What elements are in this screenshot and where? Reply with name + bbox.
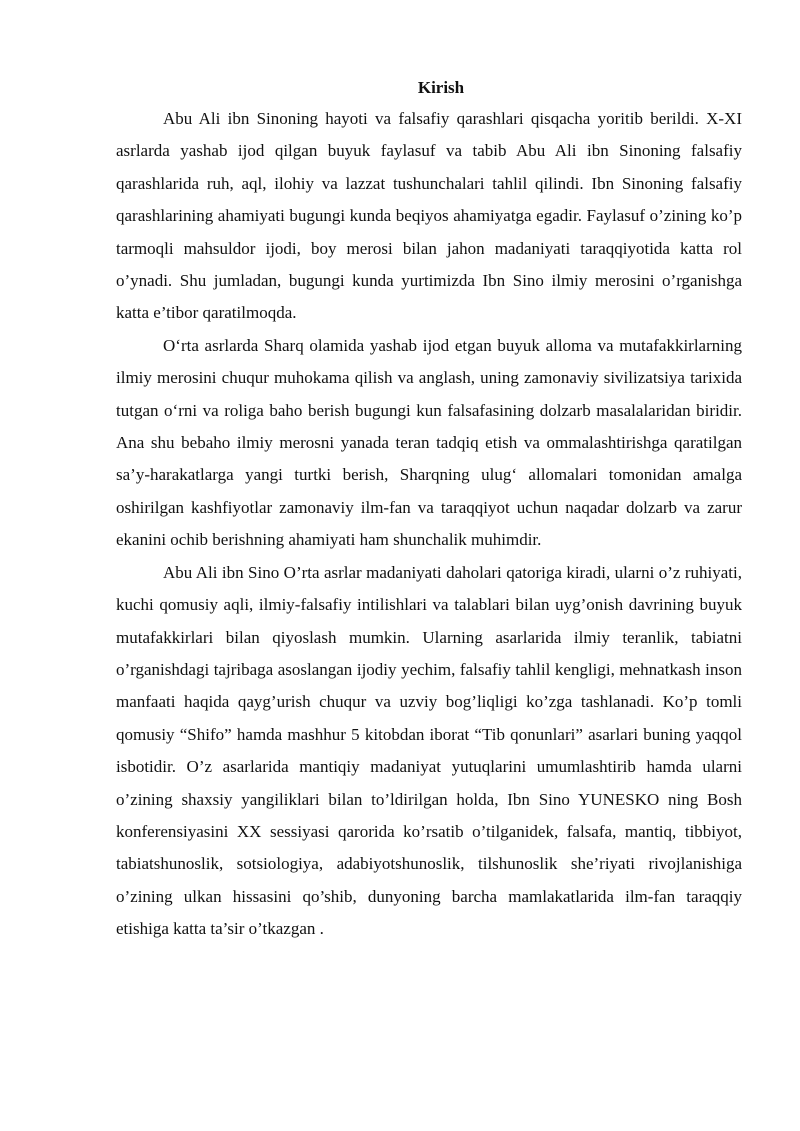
document-title: Kirish: [417, 78, 465, 97]
paragraph-3: Abu Ali ibn Sino O’rta asrlar madaniyati daholari qatoriga kiradi, ularni o’z ruhiyati, kuchi qomusiy aqli, ilmiy-falsafiy intilishlari va talablari bilan uyg’onish davrining buyuk mutafakkirlari bilan qiyoslash mumkin. Ularning asarlarida ilmiy teranlik, tabiatni o’rganishdagi tajribaga asoslangan ijodiy yechim, falsafiy tahlil kengligi, mehnatkash inson manfaati haqida qayg’urish chuqur va uzviy bog’liqligi ko’zga tashlanadi. Ko’p tomli qomusiy “Shifo” hamda mashhur 5 kitobdan iborat “Tib qonunlari” asarlari buning yaqqol isbotidir. O’z asarlarida mantiqiy madaniyat yutuqlarini umumlashtirib hamda ularni o’zining shaxsiy yangiliklari bilan to’ldirilgan holda, Ibn Sino YUNESKO ning Bosh konferensiyasini XX sessiyasi qarorida ko’rsatib o’tilganidek, falsafa, mantiq, tibbiyot, tabiatshunoslik, sotsiologiya, adabiyotshunoslik, tilshunoslik she’riyati rivojlanishiga o’zining ulkan hissasini qo’shib, dunyoning barcha mamlakatlarida ilm-fan taraqqiy etishiga katta ta’sir o’tkazgan .: [116, 562, 742, 939]
paragraph-2: O‘rta asrlarda Sharq olamida yashab ijod etgan buyuk alloma va mutafakkirlarning ilmiy merosini chuqur muhokama qilish va anglash, uning zamonaviy sivilizatsiya tarixida tutgan o‘rni va roliga baho berish bugungi kun falsafasining dolzarb masalalaridan biridir. Ana shu bebaho ilmiy merosni yanada teran tadqiq etish va ommalashtirishga qaratilgan sa’y-harakatlarga yangi turtki berish, Sharqning ulug‘ allomalari tomonidan amalga oshirilgan kashfiyotlar zamonaviy ilm-fan va taraqqiyot uchun naqadar dolzarb va zarur ekanini ochib berishning ahamiyati ham shunchalik muhimdir.: [116, 335, 742, 550]
document-page: [116, 74, 742, 946]
paragraph-1: Abu Ali ibn Sinoning hayoti va falsafiy qarashlari qisqacha yoritib berildi. X-XI asrlarda yashab ijod qilgan buyuk faylasuf va tabib Abu Ali ibn Sinoning falsafiy qarashlarida ruh, aql, ilohiy va lazzat tushunchalari tahlil qilindi. Ibn Sinoning falsafiy qarashlarining ahamiyati bugungi kunda beqiyos ahamiyatga egadir. Faylasuf o’zining ko’p tarmoqli mahsuldor ijodi, boy merosi bilan jahon madaniyati taraqqiyotida katta rol o’ynadi. Shu jumladan, bugungi kunda yurtimizda Ibn Sino ilmiy merosini o’rganishga katta e’tibor qaratilmoqda.: [116, 109, 742, 323]
